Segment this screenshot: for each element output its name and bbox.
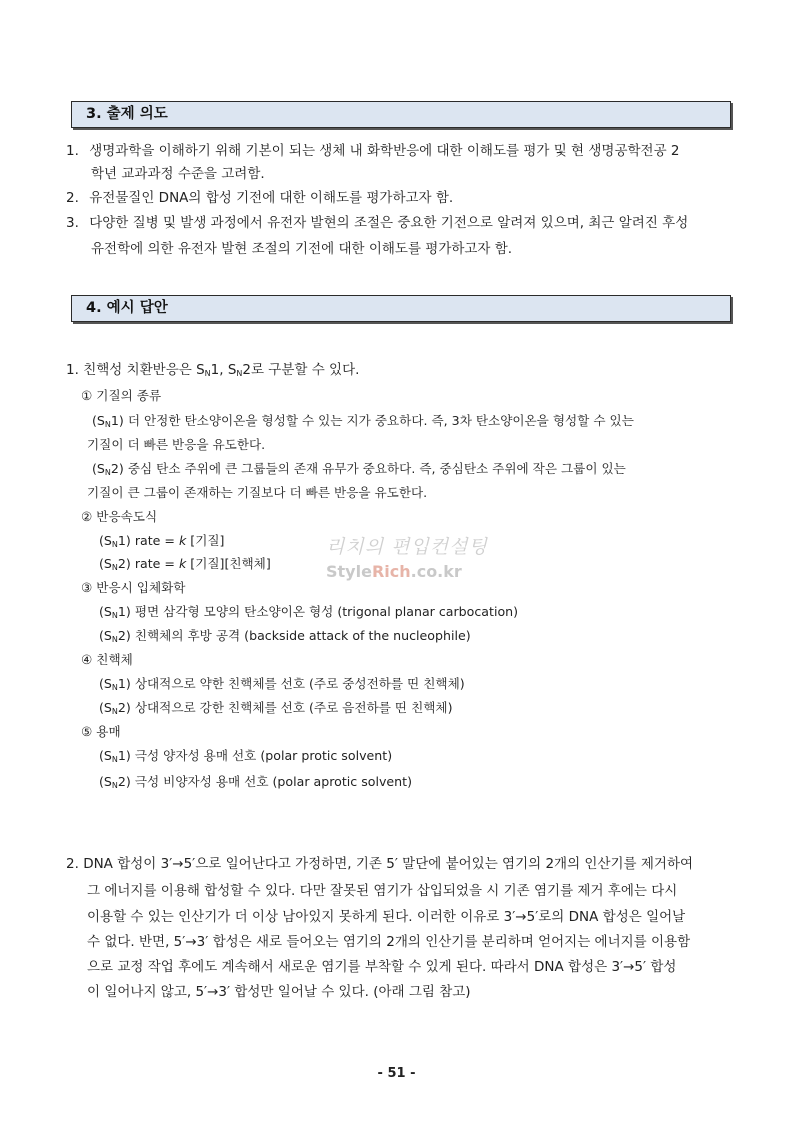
p4-l2-b: 2) 상대적으로 강한 친핵체를 선호 (주로 음전하를 띤 친핵체): [117, 700, 453, 715]
subscript-n: N: [111, 540, 118, 549]
p4-l2-a: (S: [99, 700, 112, 715]
s3-item-3-line2: 유전학에 의한 유전자 발현 조절의 기전에 대한 이해도를 평가하고자 함.: [91, 241, 513, 257]
s3-item-1: [66, 142, 680, 160]
p1-l1-b: 1) 더 안정한 탄소양이온을 형성할 수 있는 지가 중요하다. 즉, 3차 탄소양이온을 형성할 수 있는: [110, 413, 634, 428]
s3-item-3: [66, 214, 688, 232]
p4-line2: [99, 699, 453, 717]
p5-l1-a: (S: [99, 748, 112, 763]
page-number: - 51 -: [377, 1066, 416, 1081]
p3-l1-b: 1) 평면 삼각형 모양의 탄소양이온 형성 (trigonal planar carbocation): [117, 604, 519, 619]
rate-constant-k: k: [178, 556, 187, 571]
subscript-n: N: [111, 563, 118, 572]
s3-item-1-num: 1.: [66, 143, 79, 159]
p1-line2: 기질이 더 빠른 반응을 유도한다.: [87, 437, 266, 452]
s3-item-3-num: 3.: [66, 215, 79, 231]
p2-line1: [99, 532, 224, 550]
p5-l2-a: (S: [99, 774, 112, 789]
p1-line4: 기질이 큰 그룹이 존재하는 기질보다 더 빠른 반응을 유도한다.: [87, 485, 428, 500]
p2-l1-c: [기질]: [186, 533, 225, 548]
q2-line2: 그 에너지를 이용해 합성할 수 있다. 다만 잘못된 염기가 삽입되었을 시 기존 염기를 제거 후에는 다시: [87, 883, 678, 899]
watermark-korean: 리치의 편입컨설팅: [326, 536, 488, 558]
p2-l2-b: 2) rate =: [117, 556, 179, 571]
subscript-n: N: [104, 468, 111, 477]
q1-num: 1.: [66, 362, 79, 378]
p5-l1-b: 1) 극성 양자성 용매 선호 (polar protic solvent): [117, 748, 393, 763]
p2-l1-a: (S: [99, 533, 112, 548]
subscript-n: N: [104, 420, 111, 429]
p1-line1: [92, 412, 634, 430]
s3-item-2: [66, 189, 453, 207]
q2-line1: [66, 855, 693, 873]
p5-line2: [99, 773, 412, 791]
p4-l1-b: 1) 상대적으로 약한 친핵체를 선호 (주로 중성전하를 띤 친핵체): [117, 676, 465, 691]
q2-line5: 으로 교정 작업 후에도 계속해서 새로운 염기를 부착할 수 있게 된다. 따라서 DNA 합성은 3′→5′ 합성: [87, 959, 677, 975]
p2-l2-a: (S: [99, 556, 112, 571]
subscript-n: N: [111, 755, 118, 764]
p2-l1-b: 1) rate =: [117, 533, 179, 548]
p3-line1: [99, 603, 518, 621]
p3-l2-a: (S: [99, 628, 112, 643]
p4-title: ④ 친핵체: [81, 652, 133, 667]
p5-l2-b: 2) 극성 비양자성 용매 선호 (polar aprotic solvent): [117, 774, 412, 789]
watermark-url: [326, 562, 462, 581]
p1-title: ① 기질의 종류: [81, 388, 162, 403]
p5-title: ⑤ 용매: [81, 724, 121, 739]
s3-item-2-num: 2.: [66, 190, 79, 206]
q1-intro-a: 친핵성 치환반응은 S: [83, 362, 205, 378]
s3-item-3-line1: 다양한 질병 및 발생 과정에서 유전자 발현의 조절은 중요한 기전으로 알려져 있으며, 최근 알려진 후성: [89, 215, 689, 231]
subscript-n: N: [236, 369, 243, 378]
p5-line1: [99, 747, 392, 765]
watermark-url-a: Style: [326, 562, 372, 581]
subscript-n: N: [111, 781, 118, 790]
subscript-n: N: [111, 707, 118, 716]
p1-l3-a: (S: [92, 461, 105, 476]
p1-l1-a: (S: [92, 413, 105, 428]
p3-line2: [99, 627, 471, 645]
q2-line4: 수 없다. 반면, 5′→3′ 합성은 새로 들어오는 염기의 2개의 인산기를 분리하며 얻어지는 에너지를 이용함: [87, 934, 691, 950]
p3-l2-b: 2) 친핵체의 후방 공격 (backside attack of the nucleophile): [117, 628, 471, 643]
section-header-3: 3. 출제 의도: [71, 101, 731, 128]
q2-line1-text: DNA 합성이 3′→5′으로 일어난다고 가정하면, 기존 5′ 말단에 붙어있는 염기의 2개의 인산기를 제거하여: [83, 856, 694, 872]
s3-item-1-line1: 생명과학을 이해하기 위해 기본이 되는 생체 내 화학반응에 대한 이해도를 평가 및 현 생명공학전공 2: [89, 143, 680, 159]
q2-line6: 이 일어나지 않고, 5′→3′ 합성만 일어날 수 있다. (아래 그림 참고): [87, 984, 471, 1000]
p2-line2: [99, 555, 271, 573]
q2-line3: 이용할 수 있는 인산기가 더 이상 남아있지 못하게 된다. 이러한 이유로 3′→5′로의 DNA 합성은 일어날: [87, 909, 686, 925]
s3-item-1-line2: 학년 교과과정 수준을 고려함.: [91, 166, 265, 182]
q2-num: 2.: [66, 856, 79, 872]
p3-title: ③ 반응시 입체화학: [81, 580, 186, 595]
p1-line3: [92, 460, 626, 478]
subscript-n: N: [111, 611, 118, 620]
q1-intro-b: 1, S: [210, 362, 237, 378]
watermark-url-b: Rich: [371, 562, 411, 581]
s3-item-2-line1: 유전물질인 DNA의 합성 기전에 대한 이해도를 평가하고자 함.: [89, 190, 454, 206]
q1-intro: [66, 361, 359, 379]
p2-l2-c: [기질][친핵체]: [186, 556, 271, 571]
p2-title: ② 반응속도식: [81, 509, 158, 524]
watermark-url-c: .co.kr: [410, 562, 462, 581]
q1-intro-c: 2로 구분할 수 있다.: [242, 362, 360, 378]
rate-constant-k: k: [178, 533, 187, 548]
p3-l1-a: (S: [99, 604, 112, 619]
subscript-n: N: [111, 635, 118, 644]
p4-line1: [99, 675, 465, 693]
subscript-n: N: [204, 369, 211, 378]
p1-l3-b: 2) 중심 탄소 주위에 큰 그룹들의 존재 유무가 중요하다. 즉, 중심탄소 주위에 작은 그룹이 있는: [110, 461, 626, 476]
section-header-4: 4. 예시 답안: [71, 295, 731, 322]
p4-l1-a: (S: [99, 676, 112, 691]
subscript-n: N: [111, 683, 118, 692]
